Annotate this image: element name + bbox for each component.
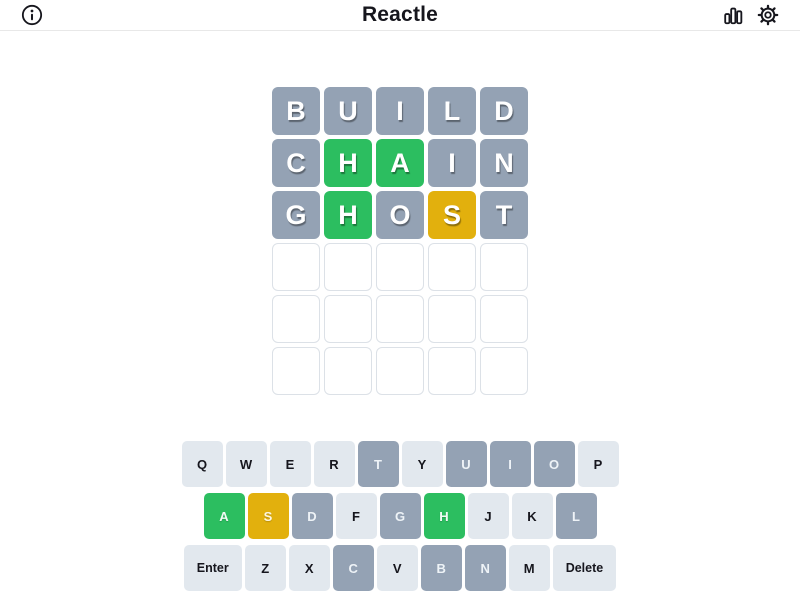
key-h[interactable]: H <box>424 493 465 539</box>
key-l[interactable]: L <box>556 493 597 539</box>
gear-icon <box>757 4 779 26</box>
board-tile-r6c5 <box>480 347 528 395</box>
board-tile-r2c2: H <box>324 139 372 187</box>
key-c[interactable]: C <box>333 545 374 591</box>
keyboard-row-3 <box>0 545 800 591</box>
board-tile-r6c3 <box>376 347 424 395</box>
board-tile-r3c1: G <box>272 191 320 239</box>
key-d[interactable]: D <box>292 493 333 539</box>
settings-button[interactable] <box>756 3 780 27</box>
keyboard-row-1 <box>0 441 800 487</box>
board-tile-r1c2: U <box>324 87 372 135</box>
key-t[interactable]: T <box>358 441 399 487</box>
key-g[interactable]: G <box>380 493 421 539</box>
board-tile-r3c4: S <box>428 191 476 239</box>
board-tile-r6c4 <box>428 347 476 395</box>
board <box>0 87 800 395</box>
key-e[interactable]: E <box>270 441 311 487</box>
board-tile-r4c3 <box>376 243 424 291</box>
bar-chart-icon <box>722 4 744 26</box>
board-tile-r5c3 <box>376 295 424 343</box>
key-a[interactable]: A <box>204 493 245 539</box>
key-b[interactable]: B <box>421 545 462 591</box>
key-p[interactable]: P <box>578 441 619 487</box>
key-z[interactable]: Z <box>245 545 286 591</box>
key-j[interactable]: J <box>468 493 509 539</box>
stats-button[interactable] <box>721 3 745 27</box>
info-icon <box>21 4 43 26</box>
header <box>0 0 800 31</box>
header-left <box>20 3 80 27</box>
key-delete[interactable]: Delete <box>553 545 617 591</box>
board-tile-r1c3: I <box>376 87 424 135</box>
header-right <box>720 3 780 27</box>
board-tile-r1c1: B <box>272 87 320 135</box>
key-enter[interactable]: Enter <box>184 545 242 591</box>
board-tile-r5c1 <box>272 295 320 343</box>
key-m[interactable]: M <box>509 545 550 591</box>
key-r[interactable]: R <box>314 441 355 487</box>
key-s[interactable]: S <box>248 493 289 539</box>
board-tile-r3c2: H <box>324 191 372 239</box>
key-k[interactable]: K <box>512 493 553 539</box>
board-tile-r6c1 <box>272 347 320 395</box>
board-tile-r5c4 <box>428 295 476 343</box>
key-q[interactable]: Q <box>182 441 223 487</box>
board-tile-r4c4 <box>428 243 476 291</box>
board-tile-r4c5 <box>480 243 528 291</box>
key-v[interactable]: V <box>377 545 418 591</box>
board-tile-r3c3: O <box>376 191 424 239</box>
board-tile-r1c4: L <box>428 87 476 135</box>
keyboard-row-2 <box>0 493 800 539</box>
key-f[interactable]: F <box>336 493 377 539</box>
board-tile-r3c5: T <box>480 191 528 239</box>
key-w[interactable]: W <box>226 441 267 487</box>
info-button[interactable] <box>20 3 44 27</box>
board-tile-r4c2 <box>324 243 372 291</box>
board-tile-r2c3: A <box>376 139 424 187</box>
key-y[interactable]: Y <box>402 441 443 487</box>
board-tile-r2c5: N <box>480 139 528 187</box>
keyboard <box>0 441 800 591</box>
board-tile-r5c2 <box>324 295 372 343</box>
key-o[interactable]: O <box>534 441 575 487</box>
key-u[interactable]: U <box>446 441 487 487</box>
board-tile-r2c1: C <box>272 139 320 187</box>
page-title: Reactle <box>361 3 439 26</box>
board-tile-r2c4: I <box>428 139 476 187</box>
key-n[interactable]: N <box>465 545 506 591</box>
key-x[interactable]: X <box>289 545 330 591</box>
board-tile-r1c5: D <box>480 87 528 135</box>
key-i[interactable]: I <box>490 441 531 487</box>
board-tile-r6c2 <box>324 347 372 395</box>
board-tile-r5c5 <box>480 295 528 343</box>
board-tile-r4c1 <box>272 243 320 291</box>
